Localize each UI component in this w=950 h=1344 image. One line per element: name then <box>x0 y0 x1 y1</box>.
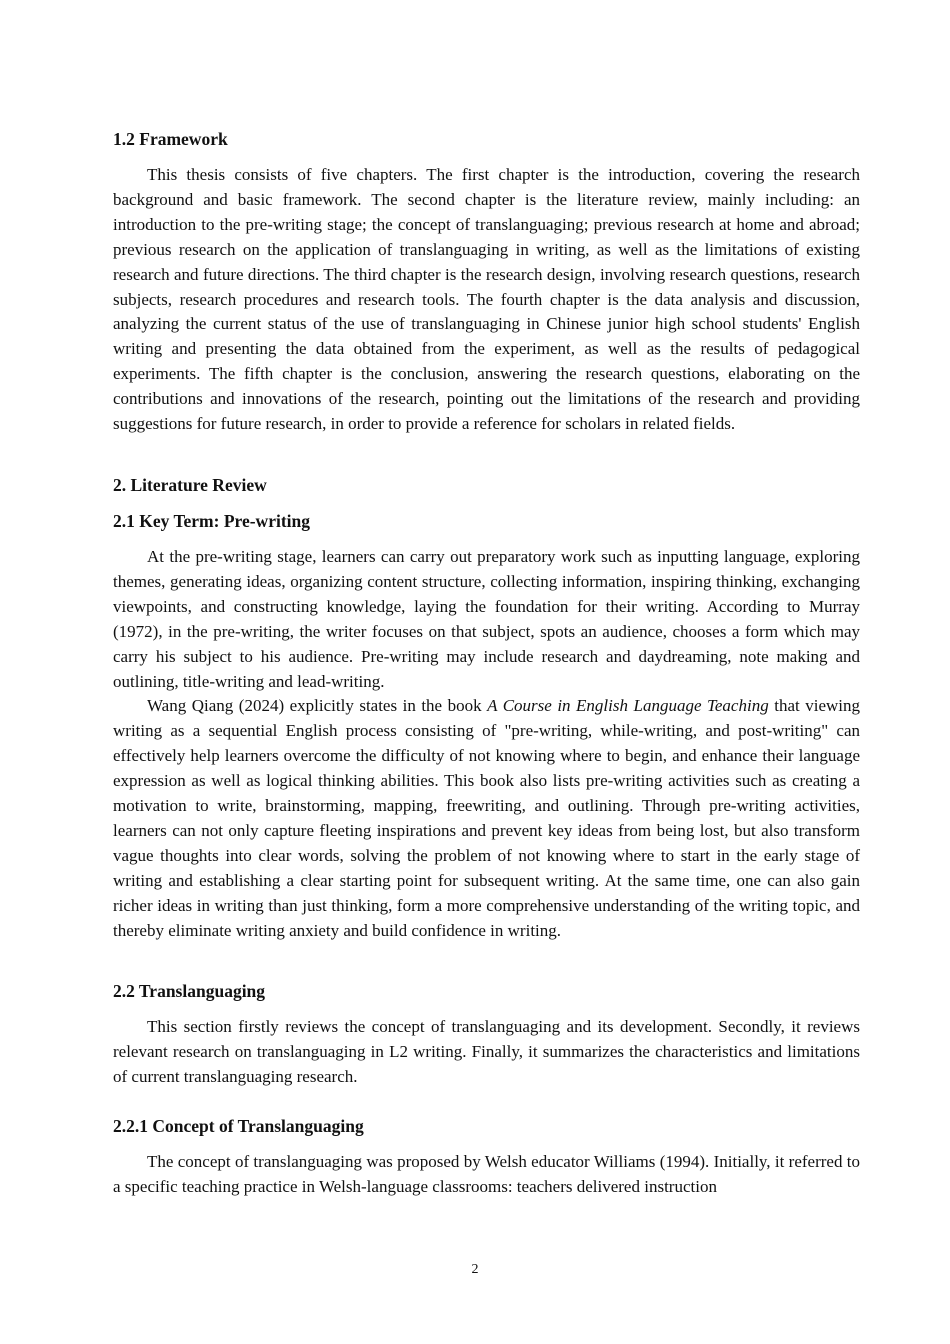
paragraph-pre-writing-2 <box>113 694 860 943</box>
section-heading-pre-writing: 2.1 Key Term: Pre-writing <box>113 510 310 531</box>
paragraph-framework: This thesis consists of five chapters. The first chapter is the introduction, covering the research background and basic framework. The second chapter is the literature review, mainly including: an introduction to the pre-writing stage; the concept of translanguaging; previous research at home and abroad; previous research on the application of translanguaging in writing, as well as the limitations of existing research and future directions. The third chapter is the research design, involving research questions, research subjects, research procedures and research tools. The fourth chapter is the data analysis and discussion, analyzing the current status of the use of translanguaging in Chinese junior high school students' English writing and presenting the data obtained from the experiment, as well as the results of pedagogical experiments. The fifth chapter is the conclusion, answering the research questions, elaborating on the contributions and innovations of the research, pointing out the limitations of the research and providing suggestions for future research, in order to provide a reference for scholars in related fields. <box>113 165 860 434</box>
document-page <box>113 127 860 1200</box>
subsection-heading-concept: 2.2.1 Concept of Translanguaging <box>113 1116 364 1137</box>
section-heading-translanguaging: 2.2 Translanguaging <box>113 981 266 1002</box>
book-title: A Course in English Language Teaching <box>487 696 769 716</box>
paragraph-translanguaging: This section firstly reviews the concept of translanguaging and its development. Secondly, it reviews relevant research on translanguaging in L2 writing. Finally, it summarizes the characteristics and limitations of current translanguaging research. <box>113 1017 860 1087</box>
section-heading-framework: 1.2 Framework <box>113 129 228 149</box>
chapter-heading-literature-review: 2. Literature Review <box>113 474 267 495</box>
paragraph-concept: The concept of translanguaging was proposed by Welsh educator Williams (1994). Initially, it referred to a specific teaching practice in Welsh-language classrooms: teachers delivered instruction <box>113 1152 860 1197</box>
paragraph-text: Wang Qiang (2024) explicitly states in the book <box>147 696 488 716</box>
paragraph-text: that viewing writing as a sequential English process consisting of "pre-writing, while-writing, and post-writing" can effectively help learners overcome the difficulty of not knowing where to begin, and enhance their language expression as well as logical thinking abilities. This book also lists pre-writing activities such as creating a motivation to write, brainstorming, mapping, freewriting, and outlining. Through pre-writing activities, learners can not only capture fleeting inspirations and prevent key ideas from being lost, but also transform vague thoughts into clear words, solving the problem of not knowing where to start in the early stage of writing and establishing a clear starting point for subsequent writing. At the same time, one can also gain richer ideas in writing than just thinking, form a more comprehensive understanding of the writing topic, and thereby eliminate writing anxiety and build confidence in writing. <box>113 696 860 940</box>
paragraph-pre-writing-1: At the pre-writing stage, learners can carry out preparatory work such as inputting language, exploring themes, generating ideas, organizing content structure, collecting information, inspiring thinking, exchanging viewpoints, and constructing knowledge, laying the foundation for their writing. According to Murray (1972), in the pre-writing, the writer focuses on that subject, spots an audience, chooses a form which may carry his subject to his audience. Pre-writing may include research and daydreaming, note making and outlining, title-writing and lead-writing. <box>113 546 860 691</box>
page-number: 2 <box>471 1262 479 1277</box>
